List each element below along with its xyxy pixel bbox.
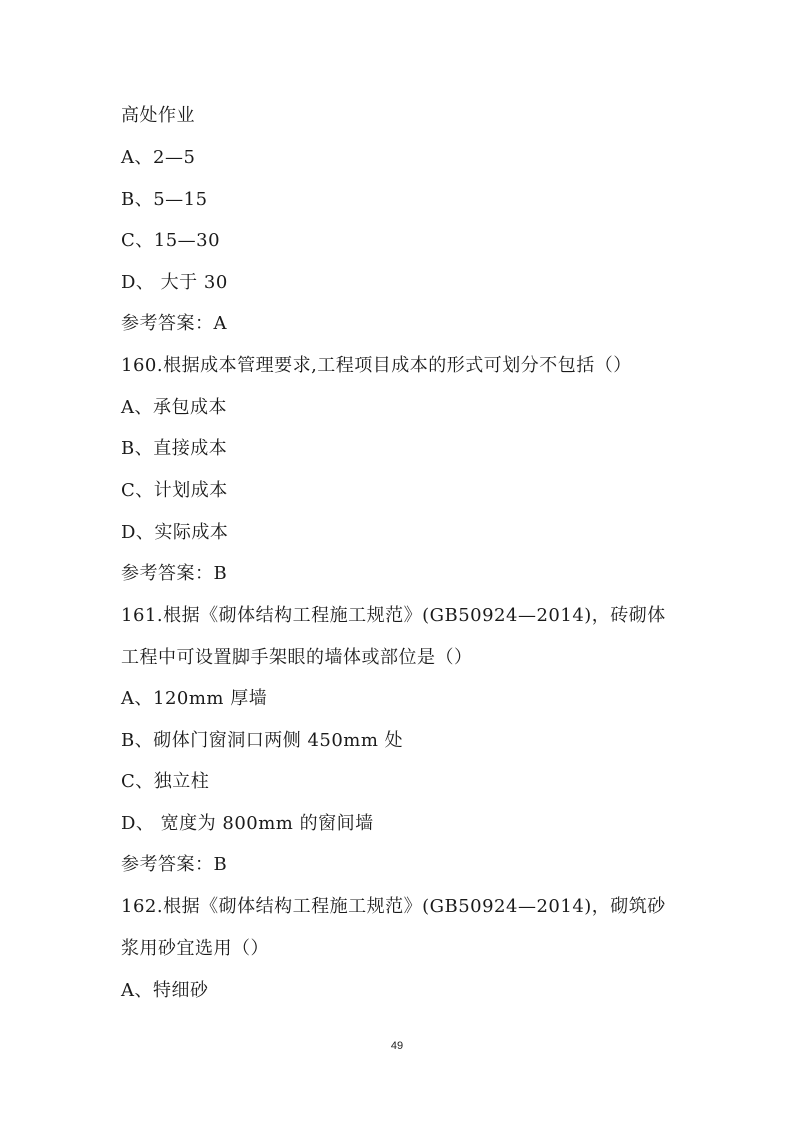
option-c: C、独立柱: [121, 771, 210, 792]
option-a: A、2—5: [121, 147, 196, 168]
question-160: 160.根据成本管理要求,工程项目成本的形式可划分不包括（）: [121, 355, 632, 376]
option-a: A、承包成本: [121, 397, 227, 418]
question-161-cont: 工程中可设置脚手架眼的墙体或部位是（）: [121, 647, 473, 668]
question-161: 161.根据《砌体结构工程施工规范》(GB50924—2014)，砖砌体: [121, 605, 666, 626]
option-c: C、15—30: [121, 230, 221, 251]
question-162: 162.根据《砌体结构工程施工规范》(GB50924—2014)，砌筑砂: [121, 896, 666, 917]
question-159-tail: 高处作业: [121, 105, 195, 126]
answer-160: 参考答案：B: [121, 563, 228, 584]
option-b: B、直接成本: [121, 438, 228, 459]
option-b: B、5—15: [121, 189, 208, 210]
option-a: A、特细砂: [121, 980, 209, 1001]
option-b: B、砌体门窗洞口两侧 450mm 处: [121, 730, 404, 751]
answer-161: 参考答案：B: [121, 854, 228, 875]
question-162-cont: 浆用砂宜选用（）: [121, 938, 269, 959]
option-d: D、实际成本: [121, 522, 229, 543]
page-number: 49: [390, 1040, 404, 1052]
option-c: C、计划成本: [121, 480, 228, 501]
option-d: D、 大于 30: [121, 272, 228, 293]
option-d: D、 宽度为 800mm 的窗间墙: [121, 813, 374, 834]
option-a: A、120mm 厚墙: [121, 688, 268, 709]
answer-159: 参考答案：A: [121, 313, 227, 334]
